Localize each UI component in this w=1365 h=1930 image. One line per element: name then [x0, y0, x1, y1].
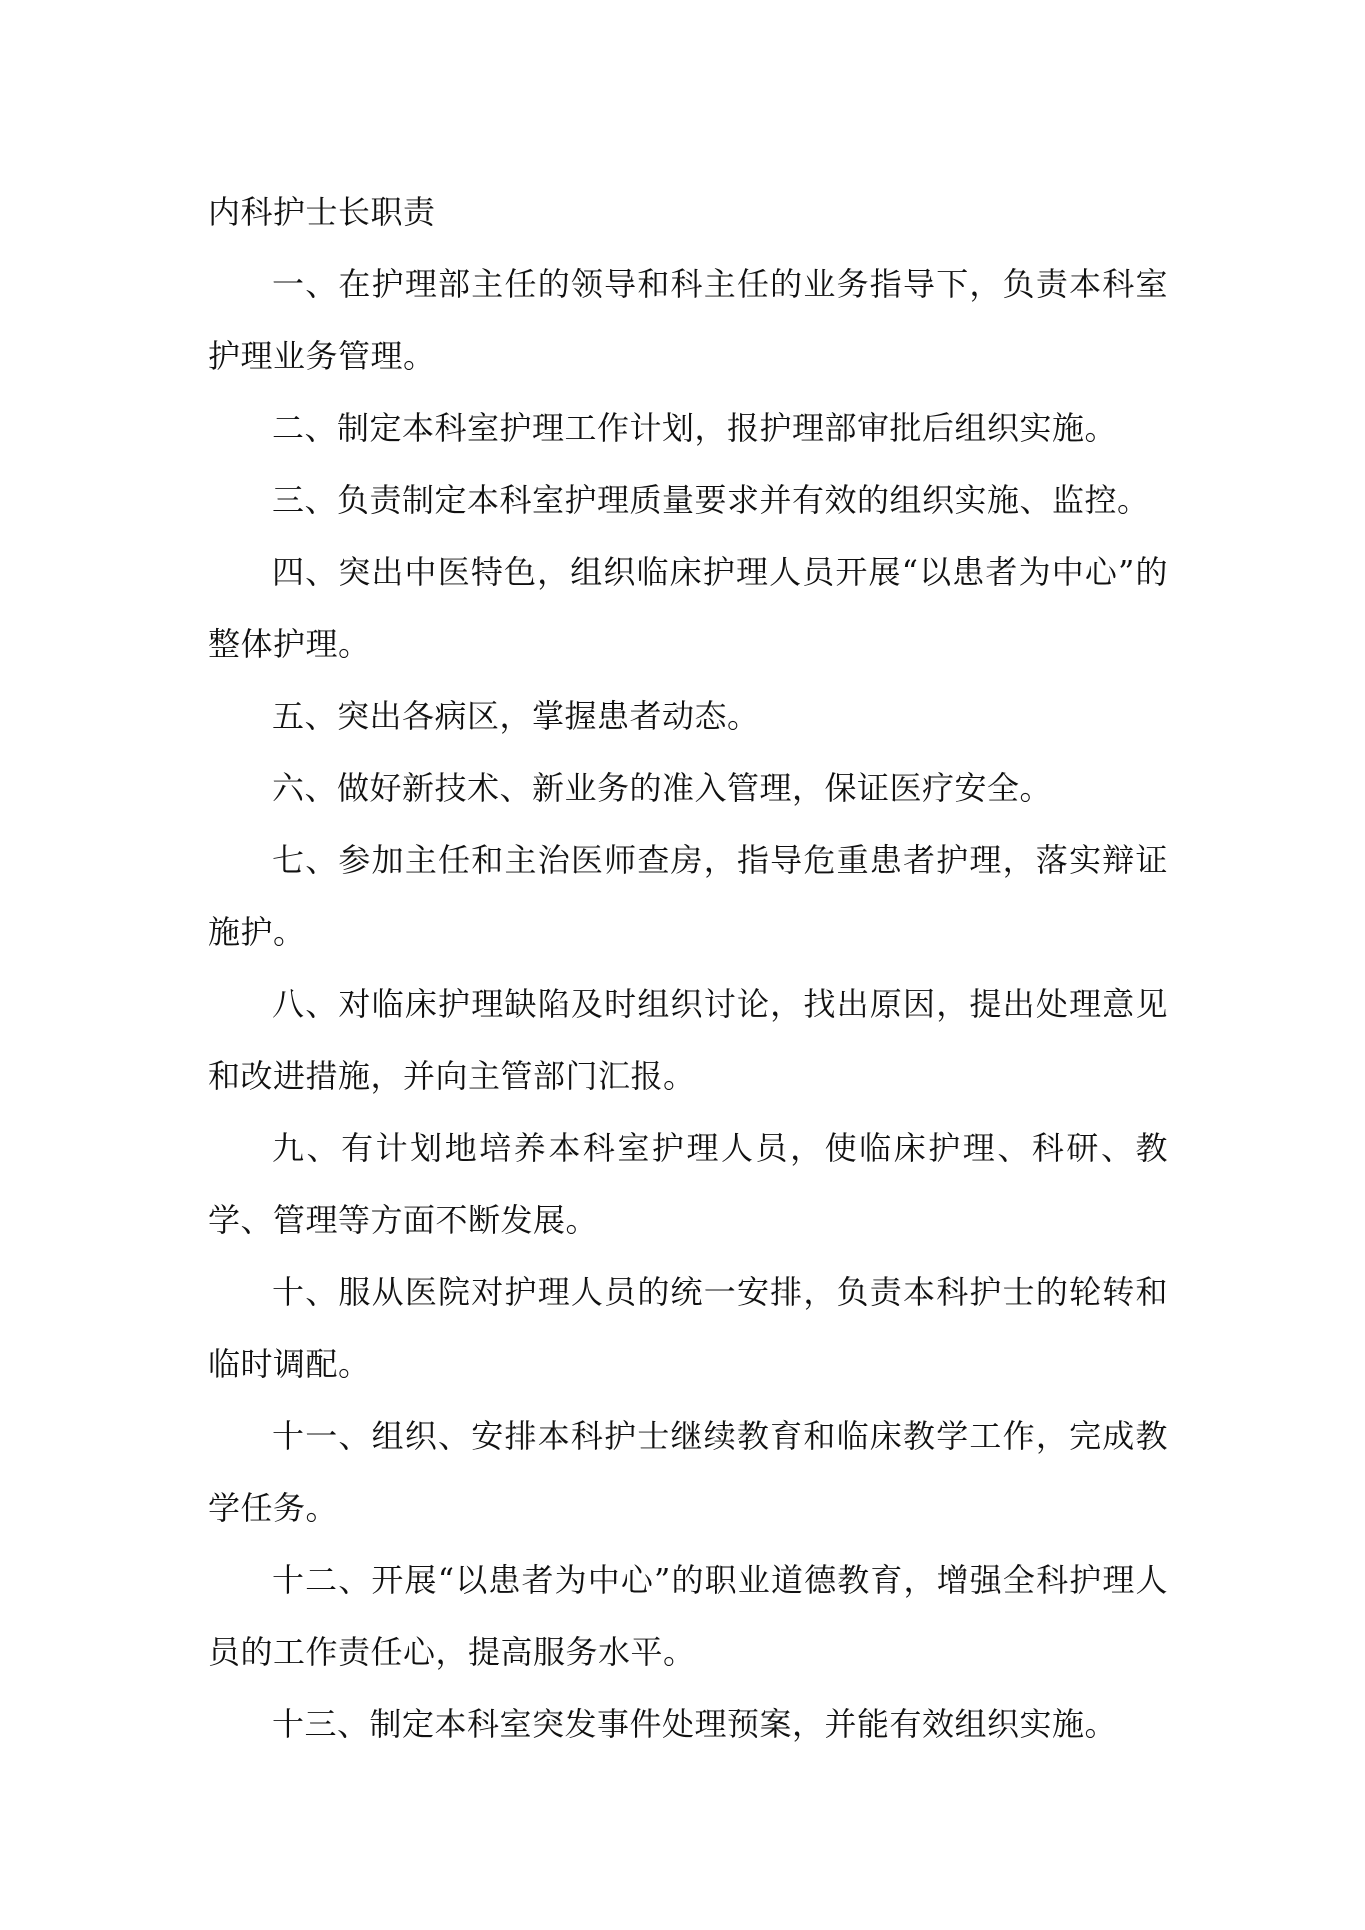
duty-item-7: 七、参加主任和主治医师查房，指导危重患者护理，落实辩证施护。 [208, 841, 1168, 951]
document-title: 内科护士长职责 [208, 193, 436, 231]
duty-item-8: 八、对临床护理缺陷及时组织讨论，找出原因，提出处理意见和改进措施，并向主管部门汇报。 [208, 985, 1168, 1095]
duty-item-13: 十三、制定本科室突发事件处理预案，并能有效组织实施。 [272, 1705, 1118, 1743]
duty-item-3: 三、负责制定本科室护理质量要求并有效的组织实施、监控。 [272, 481, 1150, 519]
duty-item-4: 四、突出中医特色，组织临床护理人员开展“以患者为中心”的整体护理。 [208, 553, 1168, 663]
document-body [208, 176, 1168, 1760]
duty-item-12: 十二、开展“以患者为中心”的职业道德教育，增强全科护理人员的工作责任心，提高服务水平。 [208, 1561, 1168, 1671]
duty-item-6: 六、做好新技术、新业务的准入管理，保证医疗安全。 [272, 769, 1053, 807]
duty-item-2: 二、制定本科室护理工作计划，报护理部审批后组织实施。 [272, 409, 1118, 447]
duty-item-9: 九、有计划地培养本科室护理人员，使临床护理、科研、教学、管理等方面不断发展。 [208, 1129, 1168, 1239]
duty-item-10: 十、服从医院对护理人员的统一安排，负责本科护士的轮转和临时调配。 [208, 1273, 1168, 1383]
duty-item-1: 一、在护理部主任的领导和科主任的业务指导下，负责本科室护理业务管理。 [208, 265, 1168, 375]
duty-item-5: 五、突出各病区，掌握患者动态。 [272, 697, 760, 735]
duty-item-11: 十一、组织、安排本科护士继续教育和临床教学工作，完成教学任务。 [208, 1417, 1168, 1527]
